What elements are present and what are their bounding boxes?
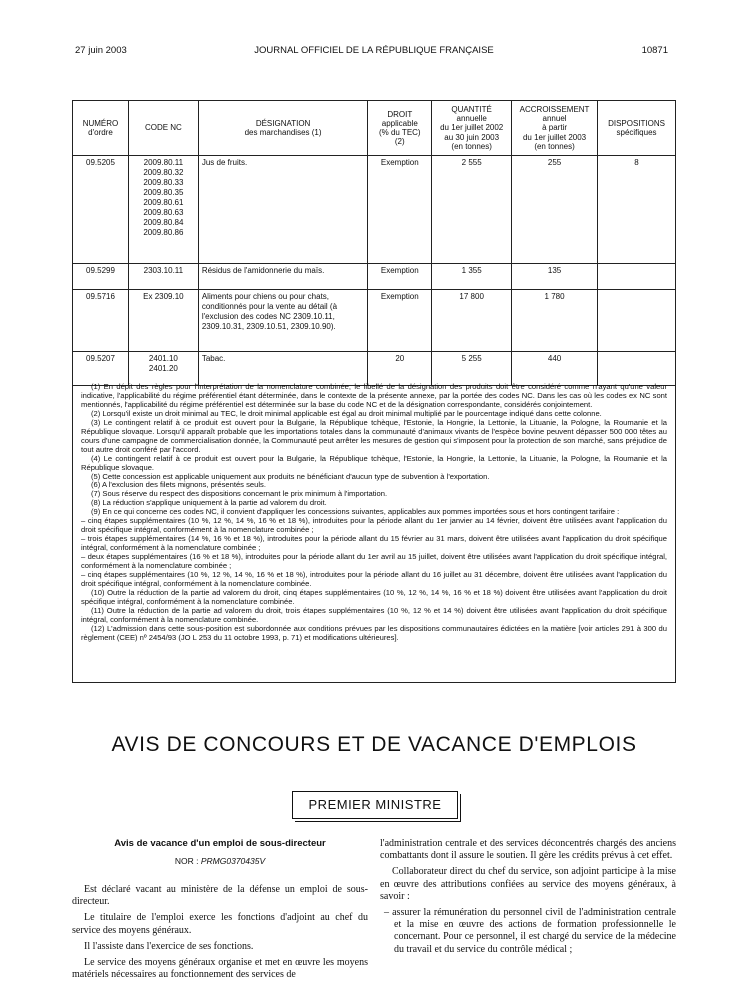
article-paragraph: – assurer la rémunération du personnel civil de l'administration centrale et la mise en œuvre des actions de formation professionnelle le concernant. Pour ce personnel, il est chargé du service de la médecine du travail et du service du contrôle médical ;: [384, 906, 676, 955]
column-header-line: des marchandises (1): [244, 128, 322, 137]
footnote: (6) A l'exclusion des filets mignons, présentés seuls.: [91, 480, 266, 490]
table-body: [73, 156, 676, 386]
cell-accroissement: 255: [512, 156, 598, 264]
section-title: AVIS DE CONCOURS ET DE VACANCE D'EMPLOIS: [111, 733, 637, 756]
table-header-row: [73, 101, 676, 156]
column-header: [198, 101, 368, 156]
column-header-line: applicable: [381, 118, 418, 128]
footnote: (11) Outre la réduction de la partie ad valorem du droit, trois étapes supplémentaires (10 %, 12 % et 14 %) doivent être utilisées avant l'application du droit spécifique intégral, conformément à la nomenclature combinée.: [81, 605, 667, 624]
cell-droit: Exemption: [368, 264, 432, 290]
footnote: (9) En ce qui concerne ces codes NC, il convient d'appliquer les concessions suivantes, applicables aux pommes importées sous et hors contingent tarifaire :: [91, 507, 620, 517]
column-header-line: DROIT: [387, 109, 413, 119]
nc-code: 2009.80.32: [143, 168, 184, 177]
nc-code: 2009.80.11: [143, 158, 184, 167]
footnote: (10) Outre la réduction de la partie ad valorem du droit, cinq étapes supplémentaires (10 %, 12 %, 14 %, 16 % et 18 %) doivent être utilisées avant l'application du droit spécifique intégral, conformément à la nomenclature combinée.: [81, 587, 667, 606]
table-footnotes: [72, 373, 676, 683]
cell-designation: Résidus de l'amidonnerie du maïs.: [198, 264, 368, 290]
cell-designation: Aliments pour chiens ou pour chats, conditionnés pour la vente au détail (à l'exclusion des codes NC 2309.10.11, 2309.10.31, 2309.10.51, 2309.10.90).: [198, 290, 368, 352]
table-row: [73, 156, 676, 264]
cell-droit: Exemption: [368, 290, 432, 352]
table-row: [73, 264, 676, 290]
article-paragraph: Le titulaire de l'emploi exerce les fonctions d'adjoint au chef du service des moyens généraux.: [72, 912, 368, 936]
cell-codes: [128, 264, 198, 290]
article-paragraph: Le service des moyens généraux organise et met en œuvre les moyens matériels nécessaires au fonctionnement des services de: [72, 956, 368, 981]
header-date: 27 juin 2003: [75, 45, 127, 56]
cell-num: 09.5205: [73, 156, 129, 264]
column-header-line: ACCROISSEMENT: [519, 105, 590, 115]
article-title: Avis de vacance d'un emploi de sous-directeur: [114, 838, 326, 849]
footnote: (4) Le contingent relatif à ce produit est ouvert pour la Bulgarie, la République tchèque, l'Estonie, la Hongrie, la Lettonie, la Lituanie, la Pologne, la Roumanie et la République slovaque.: [81, 453, 667, 472]
column-header-line: (en tonnes): [534, 141, 575, 151]
nor-label: NOR :: [174, 855, 199, 866]
article-left-column: [72, 838, 368, 985]
cell-quantite: 2 555: [432, 156, 512, 264]
footnote: (2) Lorsqu'il existe un droit minimal au TEC, le droit minimal applicable est égal au droit minimal multiplié par le pourcentage indiqué dans cette colonne.: [91, 408, 602, 418]
column-header-line: du 1er juillet 2002: [440, 123, 504, 133]
header-page-number: 10871: [641, 45, 668, 56]
column-header-line: (% du TEC): [378, 128, 421, 137]
cell-codes: [128, 156, 198, 264]
nc-code: 2009.80.63: [143, 208, 184, 217]
column-header: [598, 101, 676, 156]
column-header-line: DISPOSITIONS: [608, 118, 665, 128]
column-header: [512, 101, 598, 156]
footnote: (3) Le contingent relatif à ce produit est ouvert pour la Bulgarie, la République tchèque, l'Estonie, la Hongrie, la Lettonie, la Lituanie, la Pologne, la Roumanie et la République slovaque. Lorsqu'il apparaît probable que les importations totales dans la communauté d'animaux vivants de l'espèce bovine peuvent dépasser 500 000 têtes au cours d'une campagne de commercialisation donnée, la Communauté peut arrêter les mesures de gestion qui s'imposent pour la protection de son marché, sans préjudice de tout autre droit conféré par l'accord.: [81, 417, 667, 454]
cell-dispositions: 8: [598, 156, 676, 264]
article-paragraph: Est déclaré vacant au ministère de la défense un emploi de sous-directeur.: [72, 883, 368, 908]
article-paragraph: l'administration centrale et des services déconcentrés chargés des anciens combattants dont il assure le soutien. Il gère les crédits prévus à cet effet.: [380, 838, 676, 862]
nor-code: PRMG0370435V: [200, 855, 266, 866]
column-header-line: (en tonnes): [451, 141, 492, 151]
nc-code: 2009.80.33: [143, 178, 184, 187]
column-header-line: (2): [394, 137, 405, 147]
nc-code: 2401.20: [148, 364, 178, 373]
cell-accroissement: 135: [512, 264, 598, 290]
column-header-line: NUMÉRO: [82, 118, 119, 128]
column-header: [432, 101, 512, 156]
nc-code: 2009.80.61: [143, 198, 184, 207]
column-header-line: annuelle: [456, 114, 487, 124]
footnote: (7) Sous réserve du respect des dispositions concernant le prix minimum à l'importation.: [91, 489, 388, 499]
cell-droit: Exemption: [368, 156, 432, 264]
cell-dispositions: [598, 264, 676, 290]
footnote: – cinq étapes supplémentaires (10 %, 12 %, 14 %, 16 % et 18 %), introduites pour la période allant du 1er janvier au 14 février, doivent être utilisées avant l'application du droit spécifique intégral, conformément à la nomenclature combinée ;: [81, 516, 667, 535]
cell-designation: Tabac.: [198, 352, 368, 386]
cell-quantite: 5 255: [432, 352, 512, 386]
nc-code: 2303.10.11: [143, 266, 184, 275]
ministry-heading: PREMIER MINISTRE: [292, 791, 458, 819]
column-header-line: QUANTITÉ: [451, 105, 492, 115]
cell-dispositions: [598, 290, 676, 352]
cell-quantite: 1 355: [432, 264, 512, 290]
article-paragraph: Collaborateur direct du chef du service, son adjoint participe à la mise en œuvre des attributions confiées au service des moyens généraux, à savoir :: [380, 866, 676, 902]
cell-codes: [128, 290, 198, 352]
nor-reference: [72, 856, 368, 866]
column-header-line: spécifiques: [616, 128, 657, 137]
footnote: – deux étapes supplémentaires (16 % et 18 %), introduites pour la période allant du 1er avril au 15 juillet, doivent être utilisées avant l'application du droit spécifique intégral, conformément à la nomenclature combinée ;: [81, 552, 667, 571]
cell-designation: Jus de fruits.: [198, 156, 368, 264]
column-header: [128, 101, 198, 156]
column-header-line: annuel: [542, 114, 567, 124]
column-header-line: CODE NC: [144, 123, 182, 133]
cell-num: 09.5207: [73, 352, 129, 386]
cell-quantite: 17 800: [432, 290, 512, 352]
article-right-column: [380, 838, 676, 960]
nc-code: 2401.10: [148, 354, 178, 363]
column-header-line: d'ordre: [88, 128, 113, 137]
header-journal-title: JOURNAL OFFICIEL DE LA RÉPUBLIQUE FRANÇAISE: [254, 45, 494, 56]
cell-num: 09.5299: [73, 264, 129, 290]
tariff-quota-table: [72, 100, 676, 386]
footnote: (12) L'admission dans cette sous-position est subordonnée aux conditions prévues par les dispositions communautaires édictées en la matière [voir articles 291 à 300 du règlement (CEE) nº 2454/93 (JO L 253 du 11 octobre 1993, p. 71) et modifications ultérieures].: [81, 623, 667, 642]
cell-accroissement: 440: [512, 352, 598, 386]
cell-accroissement: 1 780: [512, 290, 598, 352]
footnote: (8) La réduction s'applique uniquement à la partie ad valorem du droit.: [91, 498, 327, 508]
footnote: – cinq étapes supplémentaires (10 %, 12 %, 14 %, 16 % et 18 %), introduites pour la période allant du 16 juillet au 31 décembre, doivent être utilisées avant l'application du droit spécifique intégral, conformément à la nomenclature combinée.: [81, 570, 667, 588]
nc-code: 2009.80.86: [143, 228, 184, 237]
footnote: (1) En dépit des règles pour l'interprétation de la nomenclature combinée, le libellé de la désignation des produits doit être considéré comme n'ayant qu'une valeur indicative, l'applicabilité du régime préférentiel étant déterminée, dans le contexte de la présente annexe, par la portée des codes NC. Dans les cas où les codes ex NC sont mentionnés, l'applicabilité du régime préférentiel est déterminée sur la base du code NC et de la désignation correspondante, considérés conjointement.: [81, 382, 667, 409]
footnote: – trois étapes supplémentaires (14 %, 16 % et 18 %), introduites pour la période allant du 15 février au 31 mars, doivent être utilisées avant l'application du droit spécifique intégral, conformément à la nomenclature combinée ;: [81, 534, 667, 553]
nc-code: 2009.80.35: [143, 188, 184, 197]
article-paragraph: Il l'assiste dans l'exercice de ses fonctions.: [84, 940, 254, 952]
column-header: [368, 101, 432, 156]
table-row: [73, 290, 676, 352]
column-header-line: DÉSIGNATION: [255, 118, 311, 128]
cell-droit: 20: [368, 352, 432, 386]
column-header-line: à partir: [542, 123, 567, 133]
cell-num: 09.5716: [73, 290, 129, 352]
column-header-line: au 30 juin 2003: [444, 132, 500, 142]
nc-code: Ex 2309.10: [143, 292, 184, 301]
column-header: [73, 101, 129, 156]
nc-code: 2009.80.84: [143, 218, 184, 227]
column-header-line: du 1er juillet 2003: [522, 132, 587, 142]
footnote: (5) Cette concession est applicable uniquement aux produits ne bénéficiant d'aucun type de subvention à l'exportation.: [91, 471, 490, 481]
